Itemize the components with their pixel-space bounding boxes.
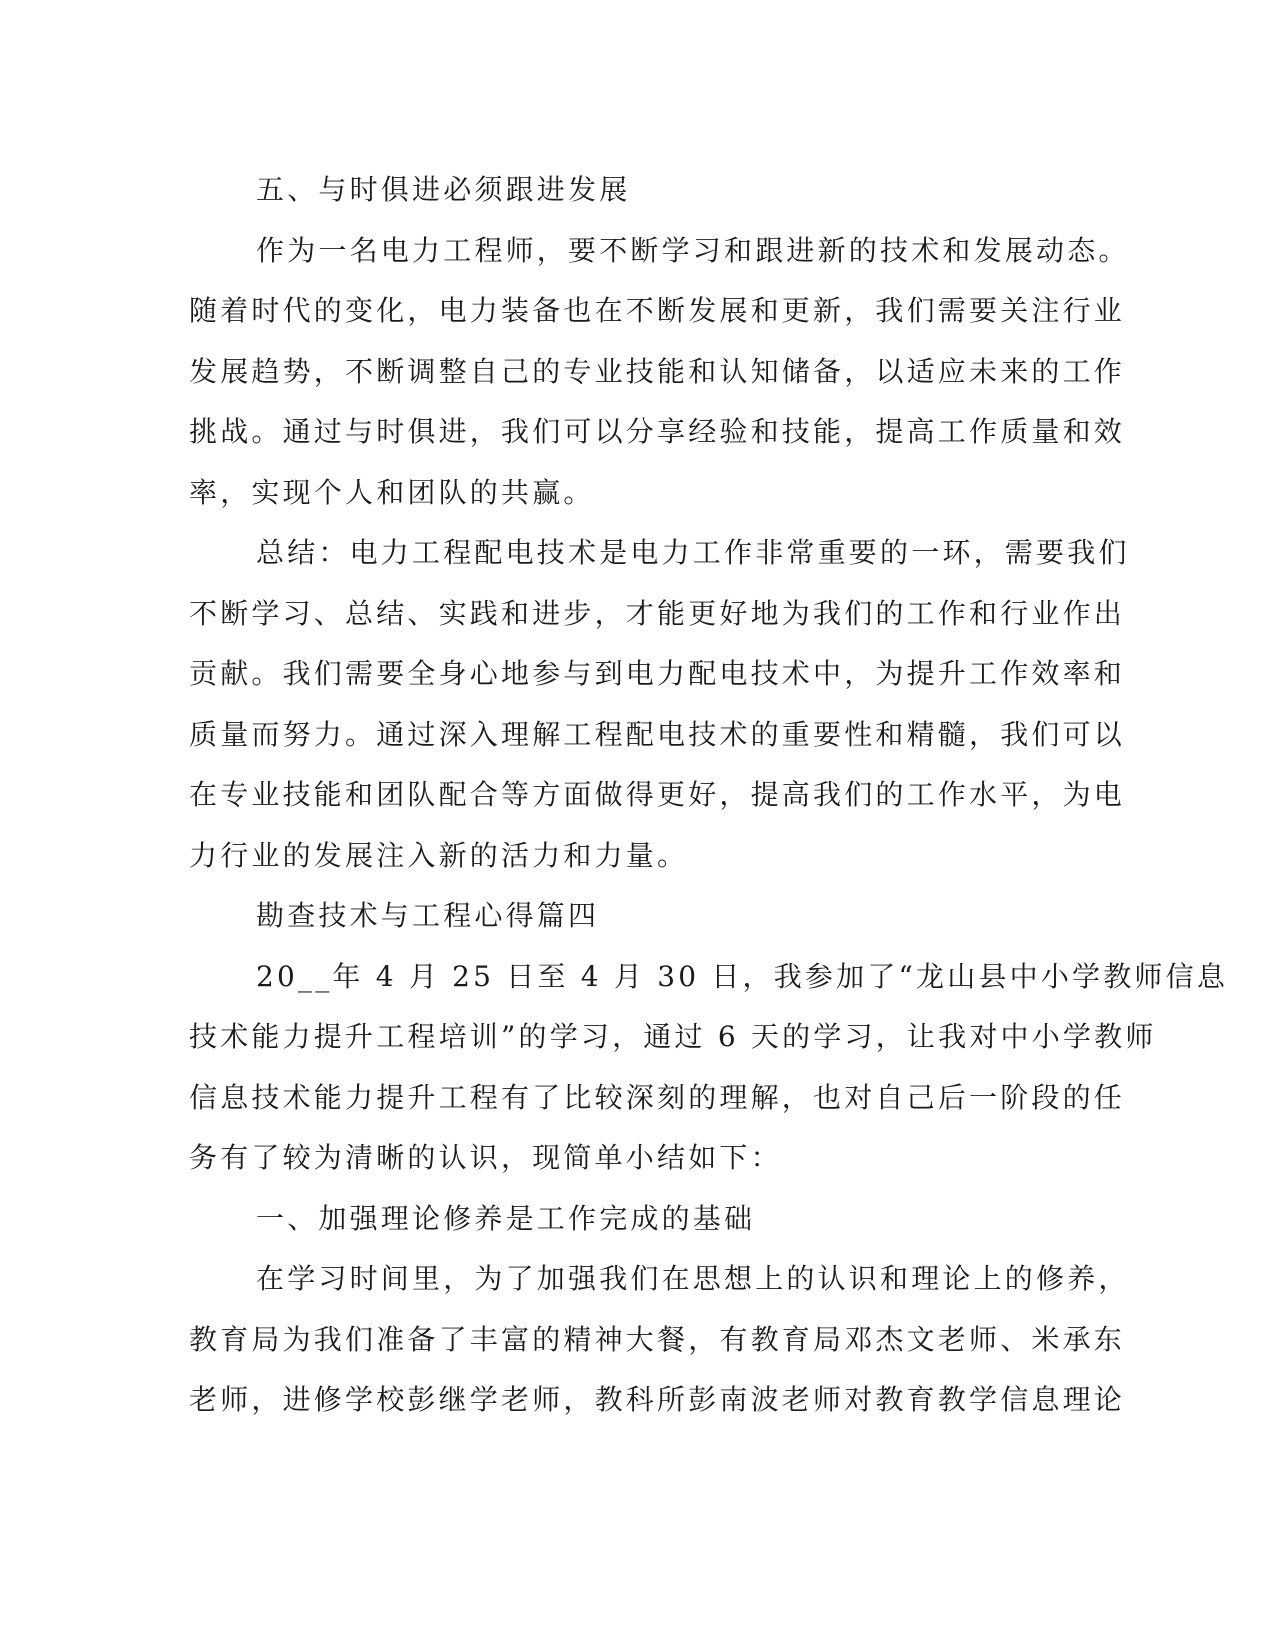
summary-paragraph-line: 力行业的发展注入新的活力和力量。 (189, 838, 689, 872)
paragraph-line: 信息技术能力提升工程有了比较深刻的理解，也对自己后一阶段的任 (189, 1080, 1126, 1114)
paragraph-line: 20__年 4 月 25 日至 4 月 30 日，我参加了“龙山县中小学教师信息 (256, 959, 1229, 993)
paragraph-line: 务有了较为清晰的认识，现简单小结如下： (189, 1141, 782, 1174)
paragraph-line: 老师，进修学校彭继学老师，教科所彭南波老师对教育教学信息理论 (189, 1383, 1126, 1416)
article-title-part-4: 勘查技术与工程心得篇四 (256, 899, 600, 932)
summary-paragraph-line: 贡献。我们需要全身心地参与到电力配电技术中，为提升工作效率和 (189, 657, 1126, 690)
paragraph-line: 挑战。通过与时俱进，我们可以分享经验和技能，提高工作质量和效 (189, 415, 1126, 448)
paragraph-line: 技术能力提升工程培训”的学习，通过 6 天的学习，让我对中小学教师 (189, 1020, 1157, 1053)
paragraph-line: 随着时代的变化，电力装备也在不断发展和更新，我们需要关注行业 (189, 294, 1126, 327)
summary-paragraph-line: 总结：电力工程配电技术是电力工作非常重要的一环，需要我们 (256, 536, 1130, 569)
summary-paragraph-line: 不断学习、总结、实践和进步，才能更好地为我们的工作和行业作出 (189, 596, 1126, 630)
paragraph-line: 发展趋势，不断调整自己的专业技能和认知储备，以适应未来的工作 (189, 354, 1126, 388)
paragraph-line: 教育局为我们准备了丰富的精神大餐，有教育局邓杰文老师、米承东 (189, 1322, 1126, 1356)
section-heading-1: 一、加强理论修养是工作完成的基础 (256, 1201, 756, 1235)
document-body (189, 160, 1229, 1431)
paragraph-line: 作为一名电力工程师，要不断学习和跟进新的技术和发展动态。 (256, 233, 1130, 267)
summary-paragraph-line: 质量而努力。通过深入理解工程配电技术的重要性和精髓，我们可以 (189, 717, 1126, 751)
paragraph-line: 率，实现个人和团队的共赢。 (189, 475, 595, 509)
section-heading-5: 五、与时俱进必须跟进发展 (256, 173, 631, 206)
paragraph-line: 在学习时间里，为了加强我们在思想上的认识和理论上的修养， (256, 1262, 1130, 1295)
summary-paragraph-line: 在专业技能和团队配合等方面做得更好，提高我们的工作水平，为电 (189, 778, 1126, 811)
